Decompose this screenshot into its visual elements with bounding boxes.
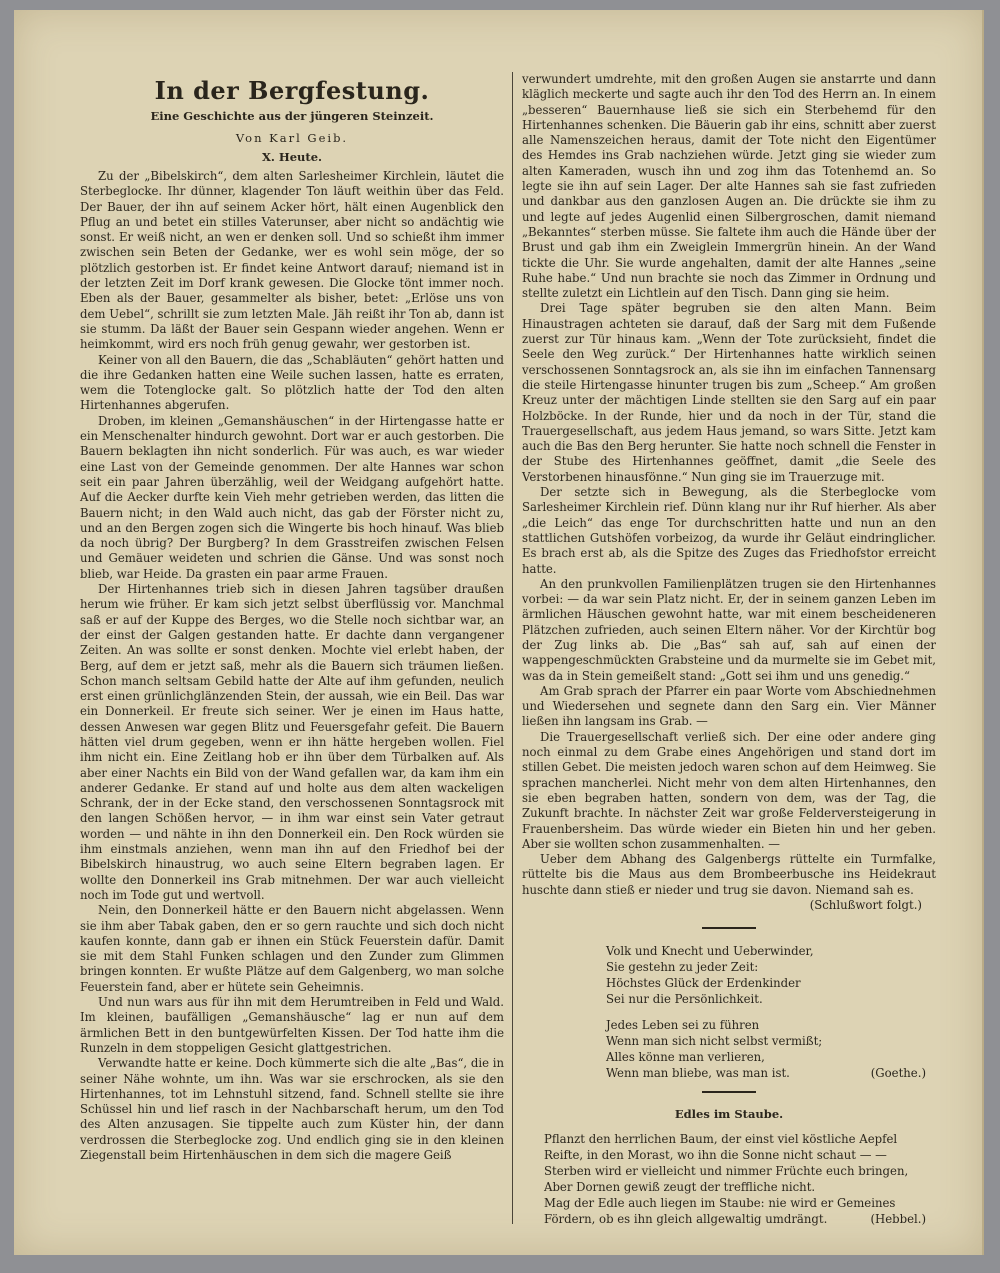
- article-subtitle: Eine Geschichte aus der jüngeren Steinzeit.: [150, 109, 434, 123]
- poem-line: Fördern, ob es ihn gleich allgewaltig umdrängt.: [544, 1212, 828, 1227]
- poem-line: Jedes Leben sei zu führen: [606, 1018, 760, 1033]
- paragraph: An den prunkvollen Familienplätzen trugen sie den Hirtenhannes vorbei: — da war sein Platz nicht. Er, der in seinem ganzen Leben im ärmlichen Häuschen gewohnt hatte, war mit einem bescheideneren Plätzchen zufrieden, auch seinen Eltern näher. Vor der Kirchtür bog der Zug links ab. Die „Bas“ sah auf, sah auf einen der wappengeschmückten Grabsteine und da murmelte sie im Gebet mit, was da in Stein gemeißelt stand: „Gott sei ihm und uns genedig.“: [522, 576, 936, 683]
- poem-title: Edles im Staube.: [674, 1107, 784, 1122]
- continuation-note: (Schlußwort folgt.): [809, 898, 922, 913]
- poem-line: Volk und Knecht und Ueberwinder,: [606, 944, 814, 959]
- paragraph: Am Grab sprach der Pfarrer ein paar Worte vom Abschiednehmen und Wiedersehen und segnete dann den Sarg ein. Vier Männer ließen ihn langsam ins Grab. —: [522, 683, 936, 729]
- paragraph: Ueber dem Abhang des Galgenbergs rüttelte ein Turmfalke, rüttelte bis die Maus aus dem Brombeerbusche ins Heidekraut huschte dann stieß er nieder und trug sie davon. Niemand sah es.: [522, 852, 936, 897]
- hebbel-poem: [544, 1131, 936, 1227]
- goethe-poem: [606, 943, 936, 1081]
- poem-line: Wenn man sich nicht selbst vermißt;: [606, 1034, 823, 1049]
- paragraph: verwundert umdrehte, mit den großen Augen sie anstarrte und dann kläglich meckerte und sagte auch ihr den Tod des Herrn an. In einem „besseren“ Bauernhause ließ sie sich ein Sterbehemd für den Hirtenhannes schenken. Die Bäuerin gab ihr eins, schnitt aber zuerst alle Namenszeichen heraus, damit der Tote nicht den Eigentümer des Hemdes ins Grab nachziehen würde. Jetzt ging sie wieder zum alten Kameraden, wusch ihn und zog ihm das Totenhemd an. So legte sie ihn auf sein Lager. Der alte Hannes sah sie fast zufrieden und dankbar aus den ganzlosen Augen an. Die drückte sie ihm zu und legte auf jedes Augenlid einen Silbergroschen, damit niemand „Bekanntes“ sterben müsse. Sie faltete ihm auch die Hände über der Brust und gab ihm ein Zweiglein Immergrün hinein. An der Wand tickte die Uhr. Sie wurde angehalten, damit der alte Hannes „seine Ruhe habe.“ Und nun brachte sie noch das Zimmer in Ordnung und stellte zuletzt ein Lichtlein auf den Tisch. Dann ging sie heim.: [522, 72, 936, 301]
- right-column: [522, 72, 936, 1227]
- paragraph: Der setzte sich in Bewegung, als die Sterbeglocke vom Sarlesheimer Kirchlein rief. Dünn klang nur ihr Ruf hierher. Als aber „die Leich“ das enge Tor durchschritten hatte und nun an den stattlichen Gutshöfen vorbeizog, da wurde ihr Geläut eindringlicher. Es brach erst ab, als die Spitze des Zuges das Friedhofstor erreicht hatte.: [522, 485, 936, 576]
- poem-stanza: [606, 1017, 936, 1081]
- paragraph: Der Hirtenhannes trieb sich in diesen Jahren tagsüber draußen herum wie früher. Er kam sich jetzt selbst überflüssig vor. Manchmal saß er auf der Kuppe des Berges, wo die Stelle noch sichtbar war, an der einst der Galgen gestanden hatte. Er dachte dann vergangener Zeiten. An was sollte er sonst denken. Mochte viel erlebt haben, der Berg, auf dem er jetzt saß, mehr als die Bauern sich träumen ließen. Schon manch seltsam Gebild hatte der Alte auf ihm gefunden, neulich erst einen grünlichglänzenden Stein, der aussah, wie ein Beil. Das war ein Donnerkeil. Er freute sich seiner. Wer je einen im Haus hatte, dessen Anwesen war gegen Blitz und Feuersgefahr gefeit. Die Bauern hätten viel drum gegeben, wenn er ihn hätte hergeben wollen. Fiel ihm nicht ein. Eine Zeitlang hob er ihn über dem Türbalken auf. Als aber einer Nachts ein Bild von der Wand gefallen war, da kam ihm ein anderer Gedanke. Er stand auf und holte aus dem alten wackeligen Schrank, der in der Ecke stand, den verschossenen Sonntagsrock mit den langen Schößen hervor, — in ihm war einst sein Vater getraut worden — und nähte in ihn den Donnerkeil ein. Den Rock würden sie ihm einstmals anziehen, wenn man ihn auf den Friedhof bei der Bibelskirch hinaustrug, wo auch seine Eltern begraben lagen. Er wollte den Donnerkeil ins Grab mitnehmen. Der war auch vielleicht noch im Tode gut und wertvoll.: [80, 582, 504, 902]
- left-body: [80, 169, 504, 1163]
- poem-line: Pflanzt den herrlichen Baum, der einst viel köstliche Aepfel: [544, 1132, 898, 1147]
- section-divider: [702, 1091, 756, 1093]
- paragraph: Drei Tage später begruben sie den alten Mann. Beim Hinaustragen achteten sie darauf, daß der Sarg mit dem Fußende zuerst zur Tür hinaus kam. „Wenn der Tote zurücksieht, findet die Seele den Weg zurück.“ Der Hirtenhannes hatte wirklich seinen verschossenen Sonntagsrock an, als sie ihn im einfachen Tannensarg die steile Hirtengasse hinunter trugen bis zum „Scheep.“ Am großen Kreuz unter der mächtigen Linde stellten sie den Sarg auf ein paar Holzböcke. In der Runde, hier und da noch in der Tür, stand die Trauergesellschaft, aus jedem Haus jemand, so wars Sitte. Jetzt kam auch die Bas den Berg herunter. Sie hatte noch schnell die Fenster in der Stube des Hirtenhannes geöffnet, damit „die Seele des Verstorbenen hinausfönne.“ Nun ging sie im Trauerzuge mit.: [522, 301, 936, 484]
- newspaper-page: [14, 10, 984, 1255]
- poem-attribution: (Hebbel.): [870, 1212, 926, 1227]
- right-body: [522, 72, 936, 898]
- paragraph: Verwandte hatte er keine. Doch kümmerte sich die alte „Bas“, die in seiner Nähe wohnte, um ihn. Was war sie erschrocken, als sie den Hirtenhannes, tot im Lehnstuhl sitzend, fand. Schnell stellte sie ihre Schüssel hin und lief rasch in der Nachbarschaft herum, um den Tod des Alten anzusagen. Sie tippelte auch zum Küster hin, der dann verdrossen die Sterbeglocke zog. Und endlich ging sie in den kleinen Ziegenstall beim Hirtenhäuschen in dem sich die magere Geiß: [80, 1056, 504, 1162]
- paragraph: Droben, im kleinen „Gemanshäuschen“ in der Hirtengasse hatte er ein Menschenalter hindurch gewohnt. Dort war er auch gestorben. Die Bauern beklagten ihn nicht sonderlich. Für was auch, es war wieder eine Last von der Gemeinde genommen. Der alte Hannes war schon seit ein paar Jahren überzählig, weil der Weidgang aufgehört hatte. Auf die Aecker durfte kein Vieh mehr getrieben werden, das litten die Bauern nicht; in den Wald auch nicht, das gab der Förster nicht zu, und an den Bergen zogen sich die Wingerte bis hoch hinauf. Was blieb da noch übrig? Der Burgberg? In dem Grasstreifen zwischen Felsen und Gemäuer weideten und schrien die Gänse. Und was sonst noch blieb, war Heide. Da grasten ein paar arme Frauen.: [80, 413, 504, 581]
- poem-line: Höchstes Glück der Erdenkinder: [606, 976, 801, 991]
- column-divider: [512, 72, 513, 1224]
- poem-attribution: (Goethe.): [870, 1066, 926, 1081]
- poem-line: Sei nur die Persönlichkeit.: [606, 992, 763, 1007]
- poem-stanza: [606, 943, 936, 1007]
- paragraph: Zu der „Bibelskirch“, dem alten Sarlesheimer Kirchlein, läutet die Sterbeglocke. Ihr dünner, klagender Ton läuft weithin über das Feld. Der Bauer, der ihn auf seinem Acker hört, hält einen Augenblick den Pflug an und betet ein stilles Vaterunser, aber nicht so andächtig wie sonst. Er weiß nicht, an wen er denken soll. Und so schießt ihm immer zwischen sein Beten der Gedanke, wer es wohl sein möge, der so plötzlich gestorben ist. Er findet keine Antwort darauf; niemand ist in der letzten Zeit im Dorf krank gewesen. Die Glocke tönt immer noch. Eben als der Bauer, gesammelter als bisher, betet: „Erlöse uns von dem Uebel“, schrillt sie zum letzten Male. Jäh reißt ihr Ton ab, dann ist sie stumm. Da läßt der Bauer sein Gespann wieder angehen. Wenn er heimkommt, wird ers noch früh genug gewahr, wer gestorben ist.: [80, 169, 504, 352]
- chapter-heading: X. Heute.: [261, 150, 323, 164]
- section-divider: [702, 927, 756, 929]
- poem-line: Reifte, in den Morast, wo ihn die Sonne nicht schaut — —: [544, 1148, 887, 1163]
- article-author: Von Karl Geib.: [235, 131, 349, 145]
- poem-line: Sterben wird er vielleicht und nimmer Früchte euch bringen,: [544, 1164, 909, 1179]
- poem-last-line-row: [606, 1065, 926, 1081]
- paragraph: Keiner von all den Bauern, die das „Schabläuten“ gehört hatten und die ihre Gedanken hatten eine Weile suchen lassen, hatte es erraten, wem die Totenglocke galt. So plötzlich hatte der Tod den alten Hirtenhannes abgerufen.: [80, 352, 504, 413]
- poem-line: Mag der Edle auch liegen im Staube: nie wird er Gemeines: [544, 1196, 896, 1211]
- poem-line: Aber Dornen gewiß zeugt der treffliche nicht.: [544, 1180, 816, 1195]
- poem-last-line-row: [544, 1211, 926, 1227]
- paragraph: Die Trauergesellschaft verließ sich. Der eine oder andere ging noch einmal zu dem Grabe eines Angehörigen und stand dort im stillen Gebet. Die meisten jedoch waren schon auf dem Heimweg. Sie sprachen mancherlei. Nicht mehr von dem alten Hirtenhannes, den sie eben begraben hatten, sondern von dem, was der Tag, die Zukunft brachte. In nächster Zeit war große Felderversteigerung in Frauenbersheim. Das würde wieder ein Bieten hin und her geben. Aber sie wollten schon zusammenhalten. —: [522, 729, 936, 851]
- poem-line: Wenn man bliebe, was man ist.: [606, 1066, 790, 1081]
- poem-line: Sie gestehn zu jeder Zeit:: [606, 960, 759, 975]
- paragraph: Nein, den Donnerkeil hätte er den Bauern nicht abgelassen. Wenn sie ihm aber Tabak gaben, den er so gern rauchte und sich doch nicht kaufen konnte, dann gab er ihnen ein Stück Feuerstein dafür. Damit sie mit dem Stahl Funken schlagen und den Zunder zum Glimmen bringen konnten. Er wußte Plätze auf dem Galgenberg, wo man solche Feuerstein fand, aber er hütete sein Geheimnis.: [80, 903, 504, 994]
- poem-line: Alles könne man verlieren,: [606, 1050, 765, 1065]
- article-title: In der Bergfestung.: [154, 76, 430, 105]
- left-column: [80, 72, 504, 1163]
- paragraph: Und nun wars aus für ihn mit dem Herumtreiben in Feld und Wald. Im kleinen, baufälligen „Gemanshäusche“ lag er nun auf dem ärmlichen Bett in den buntgewürfelten Kissen. Der Tod hatte ihm die Runzeln in dem stoppeligen Gesicht glattgestrichen.: [80, 995, 504, 1055]
